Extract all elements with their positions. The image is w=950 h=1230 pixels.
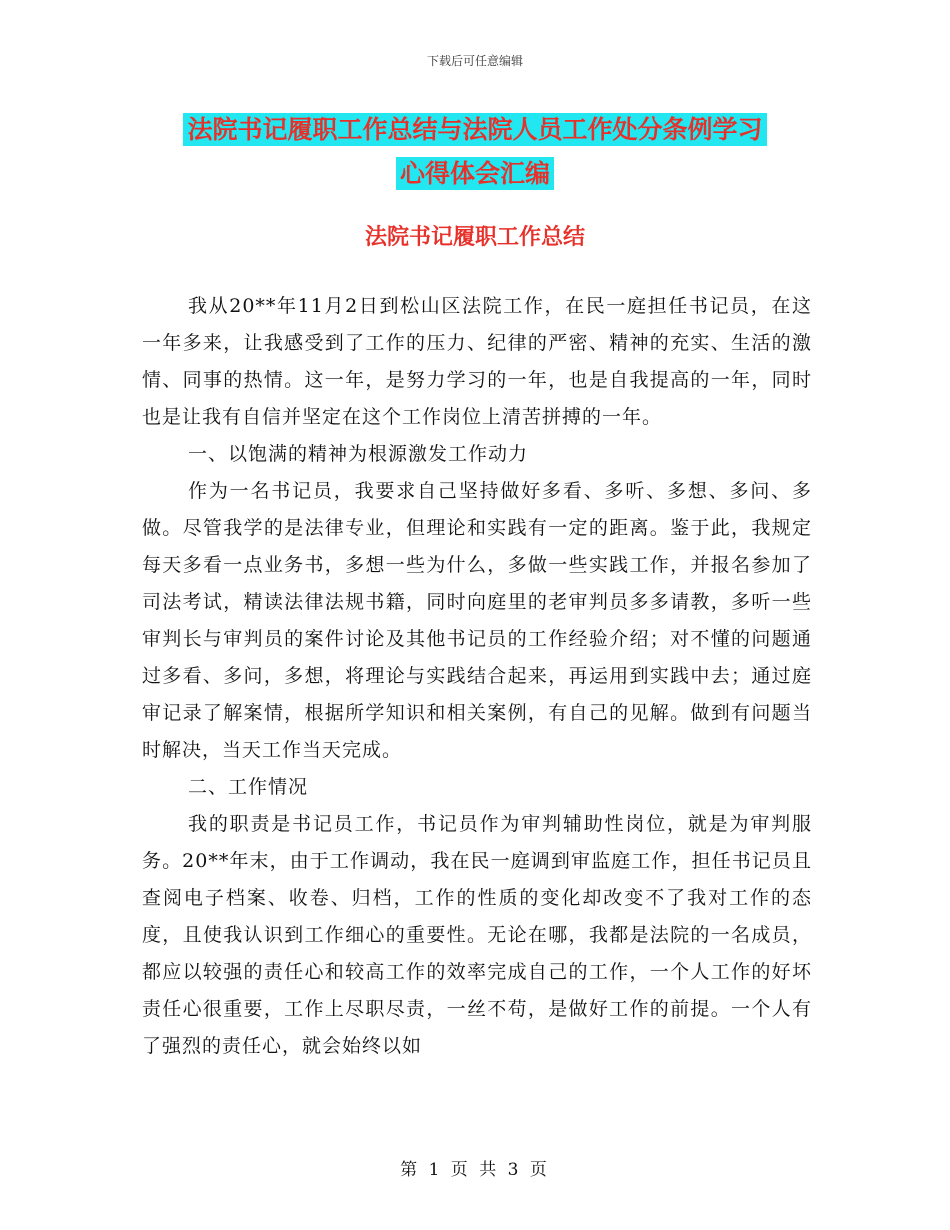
subheading: 一、以饱满的精神为根源激发工作动力 (188, 443, 529, 465)
page-footer: 第 1 页 共 3 页 (400, 1160, 550, 1180)
section-title: 法院书记履职工作总结 (364, 224, 585, 250)
subheading: 二、工作情况 (188, 776, 309, 798)
title-line-2: 心得体会汇编 (396, 157, 554, 190)
document-title (0, 108, 950, 196)
title-line-1: 法院书记履职工作总结与法院人员工作处分条例学习 (183, 113, 766, 146)
header-note: 下载后可任意编辑 (426, 54, 523, 68)
paragraph: 我的职责是书记员工作，书记员作为审判辅助性岗位，就是为审判服务。20**年末，由于工作调动，我在民一庭调到审监庭工作，担任书记员且查阅电子档案、收卷、归档，工作的性质的变化却改变不了我对工作的态度，且使我认识到工作细心的重要性。无论在哪，我都是法院的一名成员，都应以较强的责任心和较高工作的效率完成自己的工作，一个人工作的好坏责任心很重要，工作上尽职尽责，一丝不苟，是做好工作的前提。一个人有了强烈的责任心，就会始终以如 (142, 813, 812, 1057)
body-text (142, 288, 812, 1065)
paragraph: 作为一名书记员，我要求自己坚持做好多看、多听、多想、多问、多做。尽管我学的是法律专业，但理论和实践有一定的距离。鉴于此，我规定每天多看一点业务书，多想一些为什么，多做一些实践工作，并报名参加了司法考试，精读法律法规书籍，同时向庭里的老审判员多多请教，多听一些审判长与审判员的案件讨论及其他书记员的工作经验介绍；对不懂的问题通过多看、多问，多想，将理论与实践结合起来，再运用到实践中去；通过庭审记录了解案情，根据所学知识和相关案例，有自己的见解。做到有问题当时解决，当天工作当天完成。 (142, 480, 812, 761)
paragraph: 我从20**年11月2日到松山区法院工作，在民一庭担任书记员，在这一年多来，让我感受到了工作的压力、纪律的严密、精神的充实、生活的激情、同事的热情。这一年，是努力学习的一年，也是自我提高的一年，同时也是让我有自信并坚定在这个工作岗位上清苦拼搏的一年。 (142, 295, 812, 428)
